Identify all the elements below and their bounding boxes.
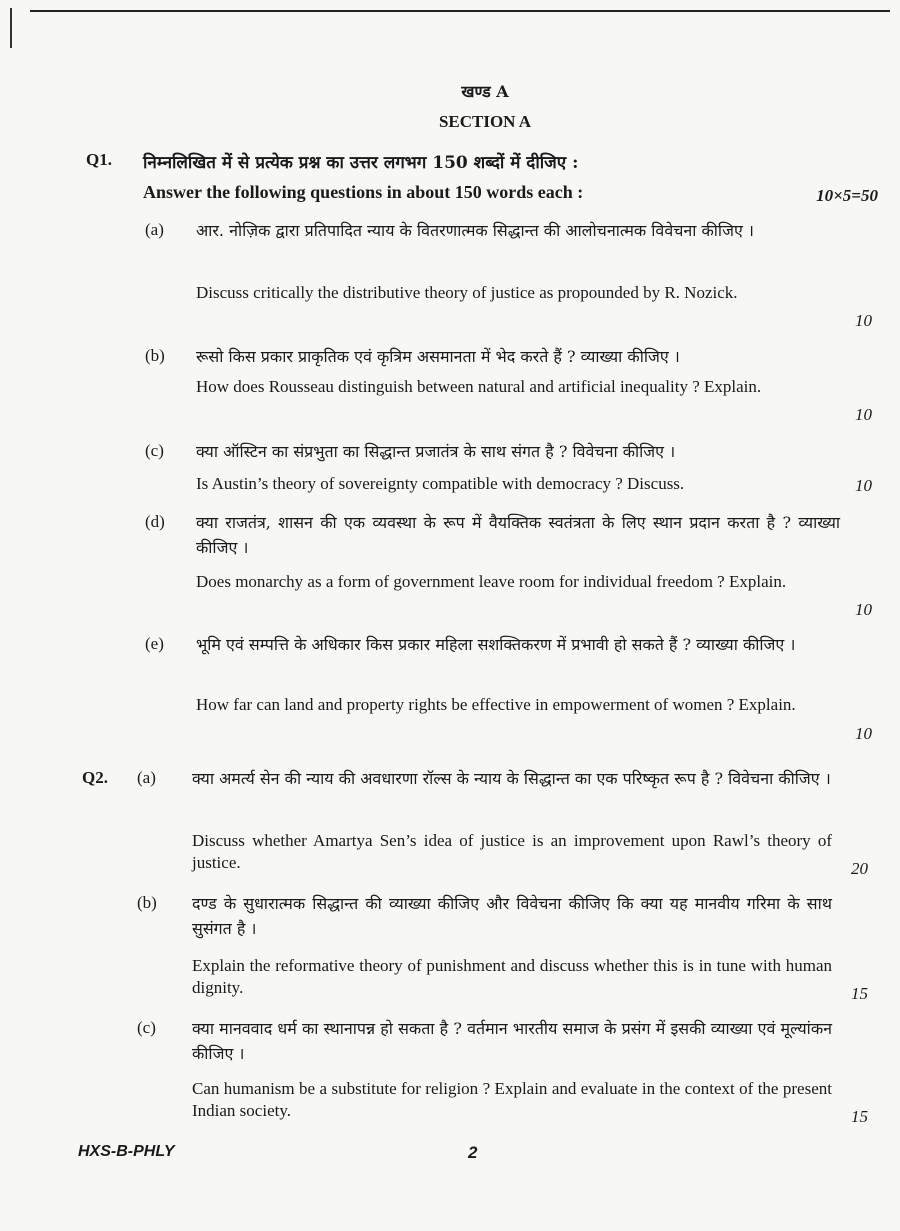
question-text-hindi: क्या राजतंत्र, शासन की एक व्यवस्था के रूप में वैयक्तिक स्वतंत्रता के लिए स्थान प्रदान करता है ? व्याख्या कीजिए । — [196, 513, 840, 557]
question-text-english: Discuss whether Amartya Sen’s idea of justice is an improvement upon Rawl’s theory of justice. — [192, 831, 832, 872]
question-text-english: How far can land and property rights be effective in empowerment of women ? Explain. — [196, 695, 796, 714]
top-border-line — [30, 10, 890, 12]
marks: 10 — [855, 311, 872, 330]
marks: 15 — [851, 984, 868, 1003]
page-edge-mark — [10, 8, 12, 48]
section-title: SECTION A — [438, 112, 532, 131]
paper-code: HXS-B-PHLY — [78, 1143, 175, 1160]
question-text-english: Explain the reformative theory of punishment and discuss whether this is in tune with human dignity. — [192, 956, 832, 997]
question-number: Q1. — [86, 150, 112, 169]
part-label: (e) — [145, 634, 164, 653]
question-text-hindi: क्या अमर्त्य सेन की न्याय की अवधारणा रॉल्स के न्याय के सिद्धान्त का एक परिष्कृत रूप है ? विवेचना कीजिए । — [192, 769, 831, 788]
marks: 10 — [855, 724, 872, 743]
instruction-english: Answer the following questions in about 150 words each : — [143, 182, 584, 202]
marks: 10 — [855, 476, 872, 495]
question-text-english: How does Rousseau distinguish between natural and artificial inequality ? Explain. — [196, 377, 762, 396]
question-text-english: Does monarchy as a form of government leave room for individual freedom ? Explain. — [196, 572, 787, 591]
instruction-hindi: निम्नलिखित में से प्रत्येक प्रश्न का उत्तर लगभग 150 शब्दों में दीजिए : — [143, 153, 579, 173]
question-text-hindi: क्या ऑस्टिन का संप्रभुता का सिद्धान्त प्रजातंत्र के साथ संगत है ? विवेचना कीजिए । — [196, 442, 676, 461]
page-number: 2 — [468, 1143, 478, 1162]
question-number: Q2. — [82, 768, 108, 787]
part-label: (a) — [145, 220, 164, 239]
part-label: (d) — [145, 512, 165, 531]
part-label: (b) — [137, 893, 157, 912]
part-label: (c) — [145, 441, 164, 460]
section-title-hindi: खण्ड A — [461, 82, 509, 101]
marks: 15 — [851, 1107, 868, 1126]
part-label: (c) — [137, 1018, 156, 1037]
marks: 20 — [851, 859, 868, 878]
marks: 10 — [855, 405, 872, 424]
question-text-hindi: दण्ड के सुधारात्मक सिद्धान्त की व्याख्या कीजिए और विवेचना कीजिए कि क्या यह मानवीय गरिमा के साथ सुसंगत है । — [192, 894, 832, 938]
part-label: (b) — [145, 346, 165, 365]
question-text-hindi: रूसो किस प्रकार प्राकृतिक एवं कृत्रिम असमानता में भेद करते हैं ? व्याख्या कीजिए । — [196, 347, 680, 366]
question-text-english: Is Austin’s theory of sovereignty compatible with democracy ? Discuss. — [196, 474, 685, 493]
question-text-hindi: क्या मानववाद धर्म का स्थानापन्न हो सकता है ? वर्तमान भारतीय समाज के प्रसंग में इसकी व्याख्या एवं मूल्यांकन कीजिए । — [192, 1019, 832, 1063]
marks: 10 — [855, 600, 872, 619]
question-text-hindi: भूमि एवं सम्पत्ति के अधिकार किस प्रकार महिला सशक्तिकरण में प्रभावी हो सकते हैं ? व्याख्या कीजिए । — [196, 635, 796, 654]
total-marks: 10×5=50 — [816, 186, 878, 205]
question-text-english: Discuss critically the distributive theory of justice as propounded by R. Nozick. — [196, 283, 738, 302]
question-text-hindi: आर. नोज़िक द्वारा प्रतिपादित न्याय के वितरणात्मक सिद्धान्त की आलोचनात्मक विवेचना कीजिए । — [196, 221, 754, 240]
part-label: (a) — [137, 768, 156, 787]
question-text-english: Can humanism be a substitute for religion ? Explain and evaluate in the context of the present Indian society. — [192, 1079, 832, 1120]
